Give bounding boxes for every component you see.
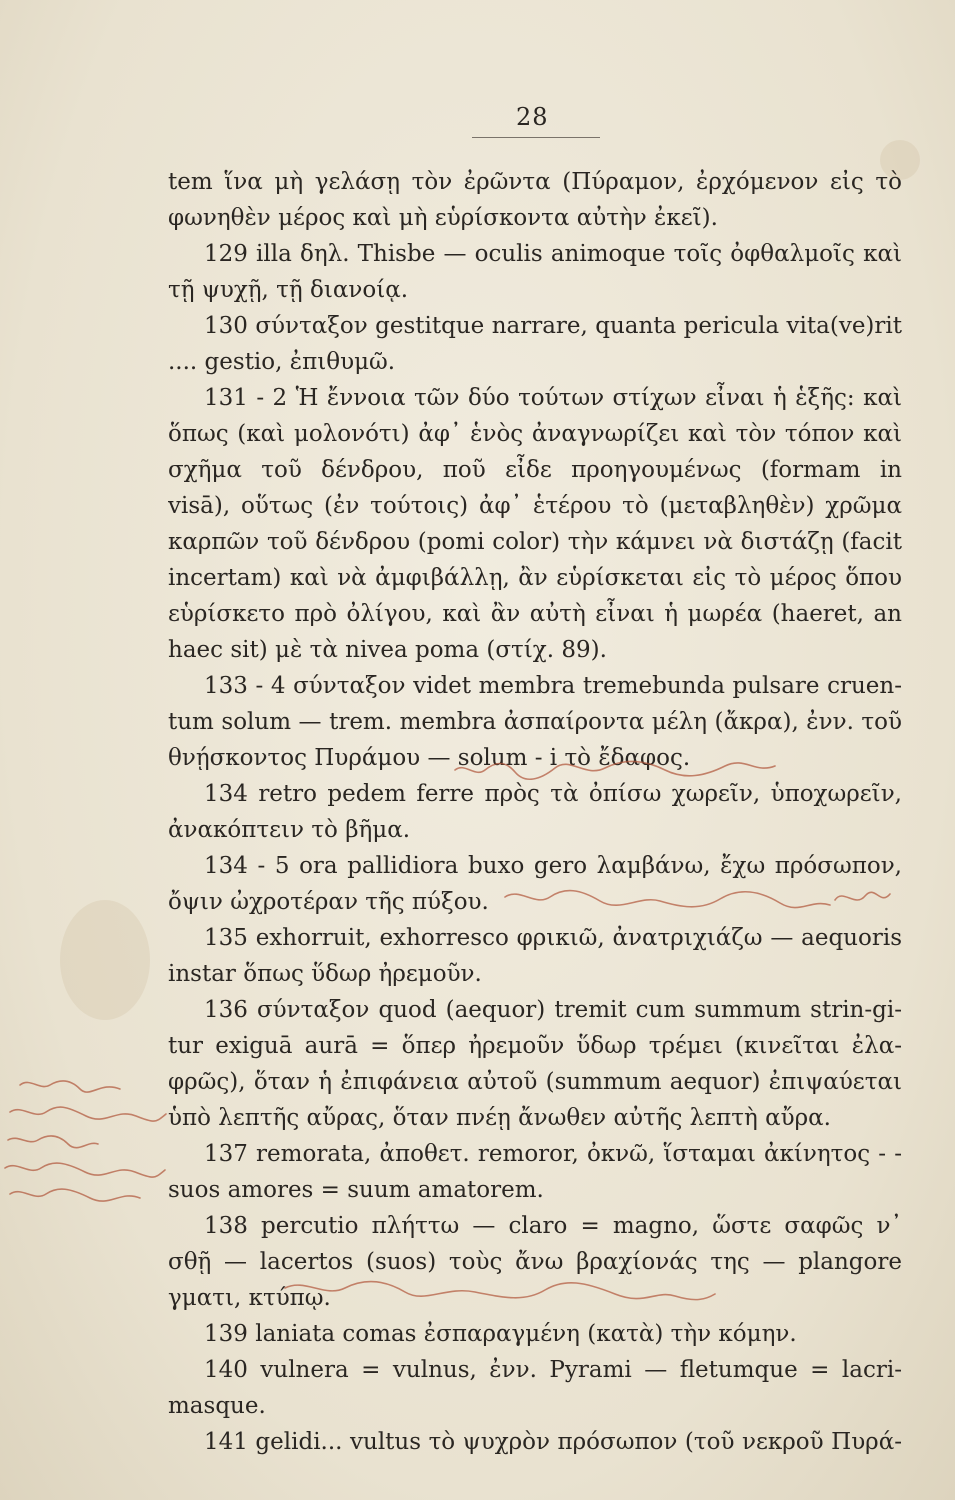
header-rule [472, 137, 600, 138]
text-line: τῇ ψυχῇ, τῇ διανοίᾳ. [168, 277, 409, 303]
text-line: ἀνακόπτειν τὸ βῆμα. [168, 817, 411, 843]
text-line: εὑρίσκετο πρὸ ὀλίγου, καὶ ἂν αὐτὴ εἶναι ἡ μωρέα (haeret, an [168, 601, 902, 627]
text-line: 133 - 4 σύνταξον videt membra tremebunda pulsare cruen- [204, 673, 902, 699]
text-line: καρπῶν τοῦ δένδρου (pomi color) τὴν κάμνει νὰ διστάζῃ (facit [168, 529, 902, 555]
handwriting-scribble [10, 1107, 166, 1121]
text-line: 141 gelidi... vultus τὸ ψυχρὸν πρόσωπον (τοῦ νεκροῦ Πυρά- [204, 1429, 902, 1455]
text-line: 130 σύνταξον gestitque narrare, quanta pericula vita(ve)rit [204, 313, 902, 339]
text-line: 134 - 5 ora pallidiora buxo gero λαμβάνω, ἔχω πρόσωπον, [204, 853, 902, 879]
text-line: 137 remorata, ἀποθετ. remoror, ὀκνῶ, ἵσταμαι ἀκίνητος - - [204, 1141, 902, 1167]
handwriting-scribble [8, 1136, 98, 1148]
text-line: 131 - 2 Ἡ ἔννοια τῶν δύο τούτων στίχων εἶναι ἡ ἑξῆς: καὶ [204, 385, 902, 411]
text-line: ὑπὸ λεπτῆς αὔρας, ὅταν πνέῃ ἄνωθεν αὐτῆς λεπτὴ αὔρα. [168, 1105, 831, 1131]
text-line: masque. [168, 1393, 266, 1419]
text-line: haec sit) μὲ τὰ nivea poma (στίχ. 89). [168, 637, 607, 663]
text-line: 135 exhorruit, exhorresco φρικιῶ, ἀνατριχιάζω — aequoris [204, 925, 902, 951]
text-line: 139 laniata comas ἐσπαραγμένη (κατὰ) τὴν κόμην. [204, 1321, 797, 1347]
handwriting-scribble [10, 1189, 140, 1201]
text-line: tem ἵνα μὴ γελάσῃ τὸν ἐρῶντα (Πύραμον, ἐρχόμενον εἰς τὸ [168, 169, 902, 195]
text-line: 129 illa δηλ. Thisbe — oculis animoque τοῖς ὀφθαλμοῖς καὶ [204, 241, 902, 267]
text-line: tum solum — trem. membra ἀσπαίροντα μέλη (ἄκρα), ἐνν. τοῦ [168, 709, 902, 735]
handwriting-scribble [5, 1163, 165, 1177]
text-line: ὅπως (καὶ μολονότι) ἀφ᾽ ἑνὸς ἀναγνωρίζει καὶ τὸν τόπον καὶ [168, 421, 902, 447]
text-line: 138 percutio πλήττω — claro = magno, ὥστε σαφῶς ν᾽ [204, 1213, 902, 1239]
paper-stain [60, 900, 150, 1020]
handwriting-scribble [20, 1081, 120, 1092]
text-line: φρῶς), ὅταν ἡ ἐπιφάνεια αὐτοῦ (summum aequor) ἐπιψαύεται [168, 1069, 902, 1095]
text-line: incertam) καὶ νὰ ἀμφιβάλλῃ, ἂν εὑρίσκεται εἰς τὸ μέρος ὅπου [168, 565, 902, 591]
commentary-text [168, 164, 902, 1460]
text-line: instar ὅπως ὕδωρ ἠρεμοῦν. [168, 961, 482, 987]
text-line: tur exiguā aurā = ὅπερ ἠρεμοῦν ὕδωρ τρέμει (κινεῖται ἐλα- [168, 1033, 902, 1059]
text-line: suos amores = suum amatorem. [168, 1177, 544, 1203]
page-number: 28 [516, 103, 549, 131]
text-line: 136 σύνταξον quod (aequor) tremit cum summum strin-gi- [204, 997, 902, 1023]
text-line: visā), οὕτως (ἐν τούτοις) ἀφ᾽ ἑτέρου τὸ (μεταβληθὲν) χρῶμα [168, 493, 902, 519]
text-line: ὄψιν ὠχροτέραν τῆς πύξου. [168, 889, 489, 915]
text-line: σθῇ — lacertos (suos) τοὺς ἄνω βραχίονάς της — plangore [168, 1249, 902, 1275]
text-line: γματι, κτύπῳ. [168, 1285, 331, 1311]
text-line: .... gestio, ἐπιθυμῶ. [168, 349, 396, 375]
text-line: σχῆμα τοῦ δένδρου, ποῦ εἶδε προηγουμένως (formam in [168, 457, 902, 483]
text-line: θνῄσκοντος Πυράμου — solum - i τὸ ἔδαφος. [168, 745, 691, 771]
text-line: 134 retro pedem ferre πρὸς τὰ ὀπίσω χωρεῖν, ὑποχωρεῖν, [204, 781, 902, 807]
text-line: φωνηθὲν μέρος καὶ μὴ εὑρίσκοντα αὐτὴν ἐκεῖ). [168, 205, 718, 231]
text-line: 140 vulnera = vulnus, ἐνν. Pyrami — fletumque = lacri- [204, 1357, 902, 1383]
